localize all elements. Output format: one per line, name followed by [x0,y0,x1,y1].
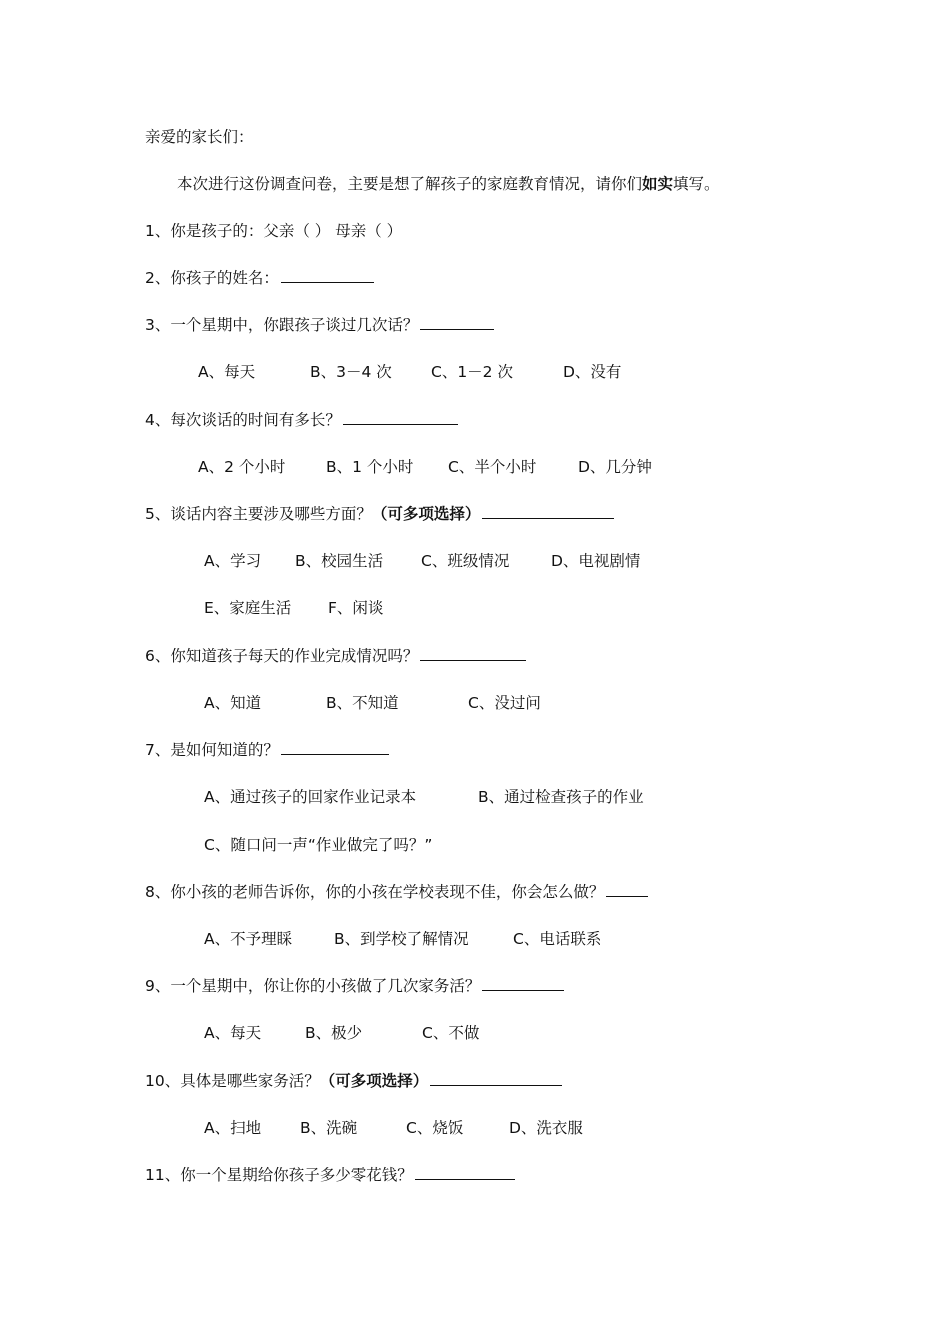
question-4 [145,410,458,430]
option[interactable]: B、不知道 [326,694,399,712]
answer-blank[interactable] [430,1071,562,1086]
option[interactable]: C、没过问 [468,694,541,712]
answer-blank[interactable] [420,646,526,661]
question-5-text: 5、谈话内容主要涉及哪些方面？ [145,505,372,523]
question-1: 1、你是孩子的：父亲（ ） 母亲（ ） [145,222,403,240]
intro-text: 本次进行这份调查问卷，主要是想了解孩子的家庭教育情况，请你们 [177,175,643,193]
question-6 [145,646,526,666]
question-3-text: 3、一个星期中，你跟孩子谈过几次话？ [145,316,419,334]
answer-blank[interactable] [281,740,389,755]
multi-select-note: （可多项选择） [319,1072,429,1090]
answer-blank[interactable] [343,410,458,425]
option[interactable]: B、极少 [305,1024,363,1042]
question-8 [145,882,648,902]
question-9-text: 9、一个星期中，你让你的小孩做了几次家务活？ [145,977,481,995]
question-9 [145,976,564,996]
answer-blank[interactable] [482,504,614,519]
option[interactable]: B、通过检查孩子的作业 [478,788,644,806]
option[interactable]: A、通过孩子的回家作业记录本 [204,788,417,806]
multi-select-note: （可多项选择） [371,505,481,523]
question-10-text: 10、具体是哪些家务活？ [145,1072,320,1090]
option[interactable]: E、家庭生活 [204,599,292,617]
intro-paragraph [177,174,720,194]
option[interactable]: C、随口问一声“作业做完了吗？” [204,836,433,854]
option[interactable]: A、不予理睬 [204,930,293,948]
option[interactable]: A、2 个小时 [198,458,286,476]
question-4-text: 4、每次谈话的时间有多长？ [145,411,341,429]
question-3 [145,315,494,335]
option[interactable]: B、到学校了解情况 [334,930,469,948]
question-5 [145,504,614,524]
option[interactable]: A、每天 [198,363,256,381]
question-10 [145,1071,562,1091]
question-6-text: 6、你知道孩子每天的作业完成情况吗？ [145,647,419,665]
option[interactable]: A、每天 [204,1024,262,1042]
option[interactable]: C、半个小时 [448,458,537,476]
option[interactable]: D、洗衣服 [509,1119,583,1137]
question-8-text: 8、你小孩的老师告诉你，你的小孩在学校表现不佳，你会怎么做？ [145,883,605,901]
question-7-text: 7、是如何知道的？ [145,741,279,759]
option[interactable]: B、1 个小时 [326,458,414,476]
option[interactable]: C、1－2 次 [431,363,513,381]
option[interactable]: F、闲谈 [328,599,384,617]
question-11-text: 11、你一个星期给你孩子多少零花钱？ [145,1166,413,1184]
option[interactable]: C、不做 [422,1024,480,1042]
option[interactable]: A、学习 [204,552,262,570]
intro-emphasis: 如实 [642,175,674,193]
greeting: 亲爱的家长们： [145,128,254,146]
option[interactable]: D、电视剧情 [551,552,641,570]
option[interactable]: C、班级情况 [421,552,510,570]
question-2-text: 2、你孩子的姓名： [145,269,279,287]
intro-text-end: 填写。 [673,175,720,193]
question-11 [145,1165,515,1185]
option[interactable]: D、没有 [563,363,622,381]
answer-blank[interactable] [281,268,374,283]
answer-blank[interactable] [415,1165,515,1180]
option[interactable]: C、烧饭 [406,1119,464,1137]
option[interactable]: C、电话联系 [513,930,602,948]
option[interactable]: D、几分钟 [578,458,652,476]
option[interactable]: B、3－4 次 [310,363,392,381]
option[interactable]: A、知道 [204,694,262,712]
answer-blank[interactable] [482,976,564,991]
question-2 [145,268,374,288]
question-7 [145,740,389,760]
option[interactable]: B、洗碗 [300,1119,358,1137]
answer-blank[interactable] [420,315,494,330]
answer-blank[interactable] [606,882,648,897]
option[interactable]: B、校园生活 [295,552,384,570]
option[interactable]: A、扫地 [204,1119,262,1137]
